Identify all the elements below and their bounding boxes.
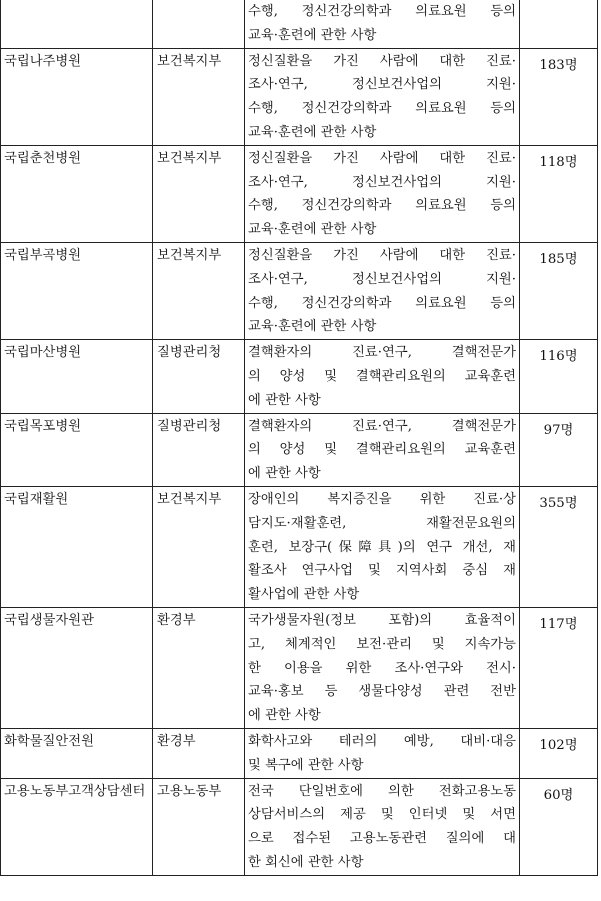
ministry-cell: 환경부 — [153, 607, 245, 728]
table-row — [1, 413, 598, 486]
ministry-cell — [153, 0, 245, 48]
function-line: 정신질환을 가진 사람에 대한 진료· — [248, 150, 516, 166]
function-line: 수행, 정신건강의학과 의료요원 등의 — [248, 295, 516, 311]
institution-name-cell: 국립부곡병원 — [1, 242, 153, 339]
function-line: 조사·연구, 정신보건사업의 지원· — [248, 77, 516, 93]
staff-count-cell: 102명 — [520, 728, 598, 778]
table-row — [1, 486, 598, 607]
institution-name-cell: 국립재활원 — [1, 486, 153, 607]
function-line: 담지도·재활훈련, 재활전문요원의 — [248, 515, 516, 531]
ministry-cell: 질병관리청 — [153, 413, 245, 486]
function-line: 수행, 정신건강의학과 의료요원 등의 — [248, 101, 516, 117]
function-line: 상담서비스의 제공 및 인터넷 및 서면 — [248, 807, 516, 823]
table-row — [1, 728, 598, 778]
function-line: 교육·훈련에 관한 사항 — [248, 319, 377, 335]
table-row — [1, 340, 598, 413]
function-line: 활조사 연구사업 및 지역사회 중심 재 — [248, 563, 516, 579]
function-line: 화학사고와 테러의 예방, 대비·대응 — [248, 733, 516, 749]
table-row — [1, 48, 598, 145]
ministry-cell: 보건복지부 — [153, 486, 245, 607]
table-row — [1, 242, 598, 339]
function-line: 교육·훈련에 관한 사항 — [248, 222, 377, 238]
function-cell — [245, 728, 520, 778]
function-cell — [245, 242, 520, 339]
staff-count-cell: 185명 — [520, 242, 598, 339]
function-line: 결핵환자의 진료·연구, 결핵전문가 — [248, 418, 516, 434]
function-line: 의 양성 및 결핵관리요원의 교육훈련 — [248, 442, 516, 458]
function-line: 장애인의 복지증진을 위한 진료·상 — [248, 491, 516, 507]
institution-name-cell: 국립나주병원 — [1, 48, 153, 145]
ministry-cell: 질병관리청 — [153, 340, 245, 413]
staff-count-cell: 60명 — [520, 778, 598, 875]
ministry-cell: 고용노동부 — [153, 778, 245, 875]
function-line: 결핵환자의 진료·연구, 결핵전문가 — [248, 345, 516, 361]
institution-name-cell: 화학물질안전원 — [1, 728, 153, 778]
function-line: 한 이용을 위한 조사·연구와 전시· — [248, 660, 516, 676]
function-cell — [245, 413, 520, 486]
table-row — [1, 778, 598, 875]
ministry-cell: 보건복지부 — [153, 145, 245, 242]
table-row — [1, 0, 598, 48]
ministry-cell: 보건복지부 — [153, 48, 245, 145]
function-line: 에 관한 사항 — [248, 708, 321, 724]
institution-name-cell: 고용노동부고객상담센터 — [1, 778, 153, 875]
function-line: 정신질환을 가진 사람에 대한 진료· — [248, 53, 516, 69]
ministry-cell: 보건복지부 — [153, 242, 245, 339]
staff-count-cell: 116명 — [520, 340, 598, 413]
function-line: 활사업에 관한 사항 — [248, 587, 360, 603]
function-cell — [245, 0, 520, 48]
institution-name-cell: 국립목포병원 — [1, 413, 153, 486]
table-row — [1, 607, 598, 728]
function-line: 수행, 정신건강의학과 의료요원 등의 — [248, 4, 516, 19]
function-line: 전국 단일번호에 의한 전화고용노동 — [248, 783, 516, 799]
function-cell — [245, 145, 520, 242]
function-cell — [245, 607, 520, 728]
function-line: 으로 접수된 고용노동관련 질의에 대 — [248, 831, 516, 847]
institution-name-cell: 국립춘천병원 — [1, 145, 153, 242]
table-row — [1, 145, 598, 242]
function-cell — [245, 48, 520, 145]
institutions-table-body — [1, 0, 598, 875]
staff-count-cell: 97명 — [520, 413, 598, 486]
function-cell — [245, 778, 520, 875]
institution-name-cell — [1, 0, 153, 48]
staff-count-cell — [520, 0, 598, 48]
function-line: 및 복구에 관한 사항 — [248, 757, 364, 773]
ministry-cell: 환경부 — [153, 728, 245, 778]
function-cell — [245, 486, 520, 607]
function-line: 한 회신에 관한 사항 — [248, 854, 364, 870]
function-line: 조사·연구, 정신보건사업의 지원· — [248, 271, 516, 287]
function-line: 의 양성 및 결핵관리요원의 교육훈련 — [248, 368, 516, 384]
institution-name-cell: 국립생물자원관 — [1, 607, 153, 728]
staff-count-cell: 117명 — [520, 607, 598, 728]
function-line: 훈련, 보장구(保障具)의 연구 개선, 재 — [248, 539, 516, 555]
institution-name-cell: 국립마산병원 — [1, 340, 153, 413]
function-line: 수행, 정신건강의학과 의료요원 등의 — [248, 198, 516, 214]
function-line: 교육·훈련에 관한 사항 — [248, 124, 377, 140]
function-cell — [245, 340, 520, 413]
staff-count-cell: 118명 — [520, 145, 598, 242]
function-line: 에 관한 사항 — [248, 392, 321, 408]
function-line: 국가생물자원(정보 포함)의 효율적이 — [248, 612, 516, 628]
staff-count-cell: 183명 — [520, 48, 598, 145]
staff-count-cell: 355명 — [520, 486, 598, 607]
function-line: 교육·홍보 등 생물다양성 관련 전반 — [248, 684, 516, 700]
function-line: 에 관한 사항 — [248, 466, 321, 482]
function-line: 정신질환을 가진 사람에 대한 진료· — [248, 247, 516, 263]
function-line: 고, 체계적인 보전·관리 및 지속가능 — [248, 636, 516, 652]
function-line: 교육·훈련에 관한 사항 — [248, 27, 377, 43]
function-line: 조사·연구, 정신보건사업의 지원· — [248, 174, 516, 190]
